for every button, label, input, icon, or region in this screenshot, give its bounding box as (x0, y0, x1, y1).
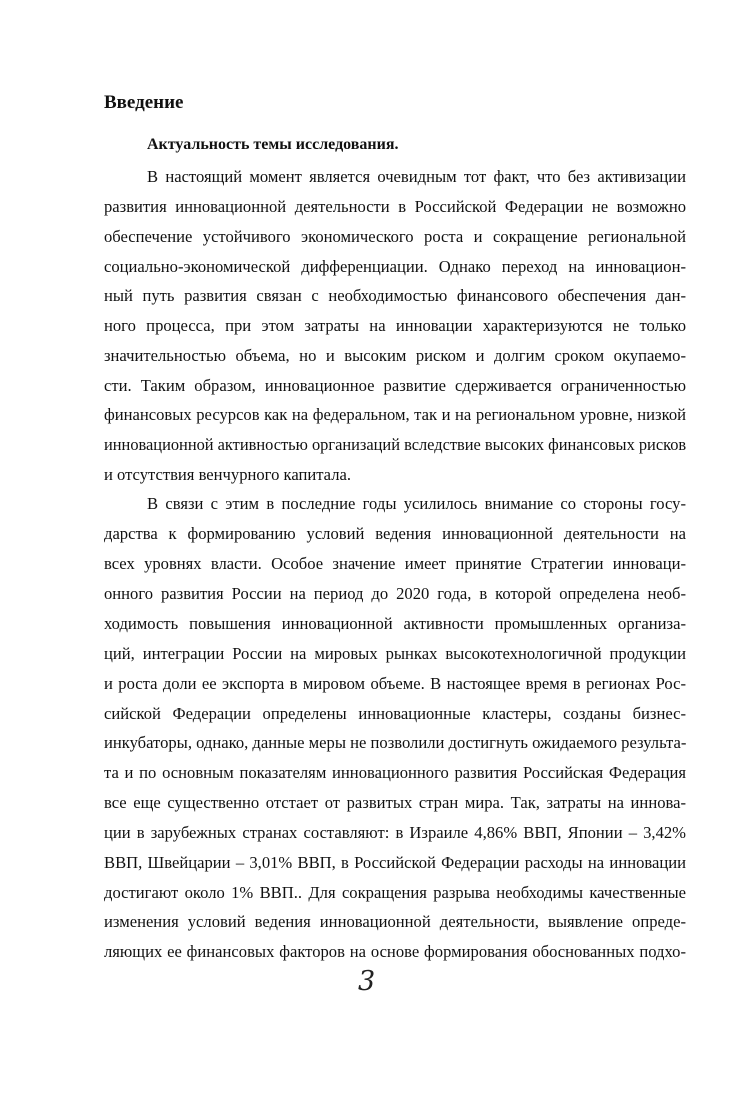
text-line: значительностью объема, но и высоким риском и долгим сроком окупаемо- (104, 346, 686, 365)
text-line: ходимость повышения инновационной активности промышленных организа- (104, 614, 686, 633)
text-line: всех уровнях власти. Особое значение имеет принятие Стратегии инноваци- (104, 554, 686, 573)
text-line: социально-экономической дифференциации. Однако переход на инновацион- (104, 257, 686, 276)
text-line: В настоящий момент является очевидным тот факт, что без активизации (147, 167, 686, 186)
text-line: сийской Федерации определены инновационные кластеры, созданы бизнес- (104, 704, 686, 723)
text-line: ций, интеграции России на мировых рынках высокотехнологичной продукции (104, 644, 686, 663)
text-line: та и по основным показателям инновационного развития Российская Федерация (104, 763, 686, 782)
text-line: ляющих ее финансовых факторов на основе формирования обоснованных подхо- (104, 942, 686, 961)
text-line: изменения условий ведения инновационной деятельности, выявление опреде- (104, 912, 686, 931)
text-line: ции в зарубежных странах составляют: в Израиле 4,86% ВВП, Японии – 3,42% (104, 823, 686, 842)
text-line: инновационной активностью организаций вследствие высоких финансовых рисков (104, 435, 687, 454)
text-line: онного развития России на период до 2020 года, в которой определена необ- (104, 584, 686, 603)
text-line: сти. Таким образом, инновационное развитие сдерживается ограниченностью (104, 376, 686, 395)
text-line: инкубаторы, однако, данные меры не позволили достигнуть ожидаемого результа- (104, 733, 687, 752)
text-line: ного процесса, при этом затраты на инновации характеризуются не только (104, 316, 686, 335)
text-line: В связи с этим в последние годы усилилось внимание со стороны госу- (147, 494, 686, 513)
text-line: развития инновационной деятельности в Российской Федерации не возможно (104, 197, 686, 216)
text-line: обеспечение устойчивого экономического роста и сокращение региональной (104, 227, 686, 246)
text-line: финансовых ресурсов как на федеральном, так и на региональном уровне, низкой (104, 405, 686, 424)
text-line: ный путь развития связан с необходимостью финансового обеспечения дан- (104, 286, 686, 305)
text-line: дарства к формированию условий ведения инновационной деятельности на (104, 524, 686, 543)
section-heading: Введение (104, 92, 184, 113)
text-line: ВВП, Швейцарии – 3,01% ВВП, в Российской Федерации расходы на инновации (104, 853, 686, 872)
page-number: 3 (358, 966, 376, 997)
text-line: и отсутствия венчурного капитала. (104, 465, 351, 484)
text-line: все еще существенно отстает от развитых стран мира. Так, затраты на иннова- (104, 793, 686, 812)
subsection-heading: Актуальность темы исследования. (147, 136, 399, 153)
text-line: достигают около 1% ВВП.. Для сокращения разрыва необходимы качественные (104, 883, 686, 902)
text-line: и роста доли ее экспорта в мировом объеме. В настоящее время в регионах Рос- (104, 674, 686, 693)
